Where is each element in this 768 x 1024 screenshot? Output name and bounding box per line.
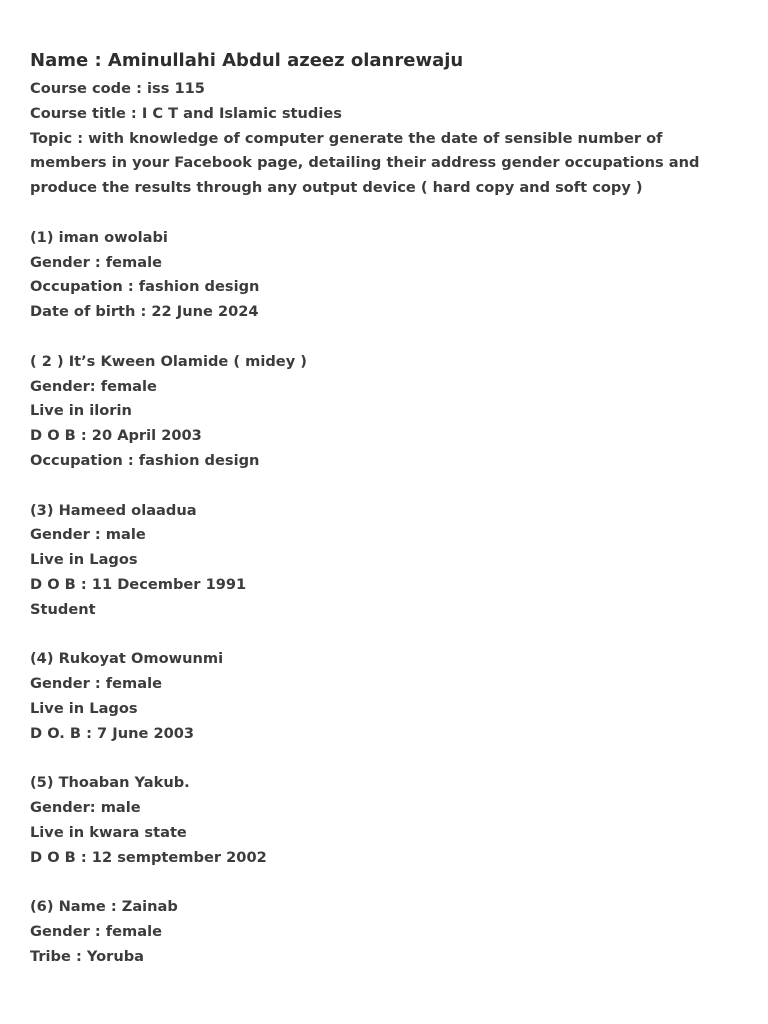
member-dob: Date of birth : 22 June 2024 — [30, 303, 259, 321]
spacer — [30, 474, 730, 499]
member-occupation: Student — [30, 600, 96, 618]
spacer — [30, 201, 730, 226]
member-occupation: Occupation : fashion design — [30, 278, 260, 296]
member-name: (4) Rukoyat Omowunmi — [30, 650, 224, 668]
member-name: (5) Thoaban Yakub. — [30, 774, 190, 792]
topic: Topic : with knowledge of computer generate the date of sensible number of members in your Facebook page, detailing their address gender occupations and produce the results through any output device ( hard copy and soft copy ) — [30, 129, 705, 197]
member-gender: Gender : female — [30, 923, 163, 941]
member-location: Live in kwara state — [30, 823, 187, 841]
member-name: (6) Name : Zainab — [30, 898, 178, 916]
member-entry-5 — [30, 771, 730, 870]
member-dob: D O. B : 7 June 2003 — [30, 724, 195, 742]
member-entry-1 — [30, 226, 730, 325]
member-entry-2 — [30, 350, 730, 474]
member-location: Live in Lagos — [30, 551, 138, 569]
member-gender: Gender : female — [30, 253, 163, 271]
member-location: Live in ilorin — [30, 402, 132, 420]
member-gender: Gender: female — [30, 377, 157, 395]
course-code: Course code : iss 115 — [30, 80, 205, 97]
member-name: ( 2 ) It’s Kween Olamide ( midey ) — [30, 352, 307, 370]
member-gender: Gender : male — [30, 526, 146, 544]
member-gender: Gender : female — [30, 675, 163, 693]
member-entry-4 — [30, 647, 730, 746]
member-gender: Gender: male — [30, 799, 141, 817]
member-dob: D O B : 12 semptember 2002 — [30, 848, 267, 866]
member-dob: D O B : 11 December 1991 — [30, 575, 247, 593]
member-name: (1) iman owolabi — [30, 228, 168, 246]
member-location: Live in Lagos — [30, 699, 138, 717]
document-body — [30, 48, 730, 970]
spacer — [30, 871, 730, 896]
member-tribe: Tribe : Yoruba — [30, 947, 145, 965]
member-occupation: Occupation : fashion design — [30, 451, 260, 469]
member-entry-6 — [30, 895, 730, 969]
spacer — [30, 623, 730, 648]
author-name: Name : Aminullahi Abdul azeez olanrewaju — [30, 50, 464, 71]
course-title: Course title : I C T and Islamic studies — [30, 104, 342, 122]
member-entry-3 — [30, 499, 730, 623]
spacer — [30, 325, 730, 350]
member-name: (3) Hameed olaadua — [30, 501, 197, 519]
spacer — [30, 747, 730, 772]
member-dob: D O B : 20 April 2003 — [30, 427, 202, 445]
